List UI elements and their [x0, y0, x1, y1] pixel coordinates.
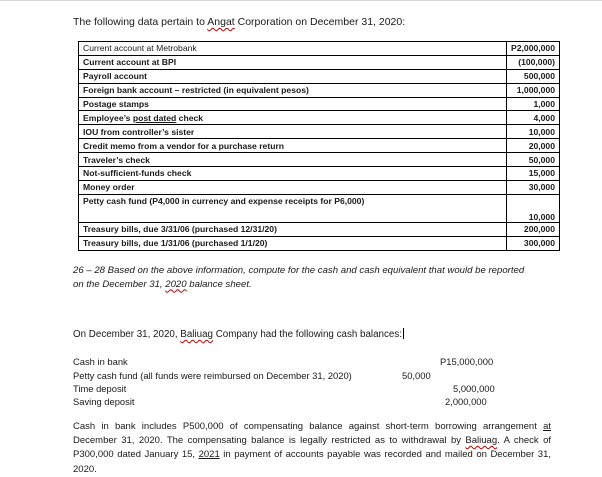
- intro-company: Angat: [207, 16, 235, 28]
- question-year: 2020: [165, 278, 187, 290]
- section-2-company: Baliuag: [180, 329, 213, 340]
- intro-suffix: Corporation on December 31, 2020:: [234, 16, 406, 28]
- time-deposit-amount: 5,000,000: [453, 383, 495, 394]
- table-row: [79, 125, 560, 139]
- row-label: Traveler’s check: [79, 153, 507, 167]
- row-label: Not-sufficient-funds check: [79, 167, 507, 181]
- row-amount: 30,000: [507, 180, 560, 194]
- row-label: Current account at Metrobank: [79, 42, 507, 56]
- paragraph-at: at: [543, 421, 551, 432]
- row-label-suffix: check: [176, 112, 204, 123]
- cash-in-bank-amount: P15,000,000: [440, 356, 494, 367]
- question-line-2-suffix: balance sheet.: [186, 278, 252, 290]
- question-line-1: 26 – 28 Based on the above information, compute for the cash and cash equivalent that would be reported: [73, 265, 525, 276]
- text-cursor: [403, 328, 404, 339]
- table-row: [79, 180, 560, 194]
- page-top-border: [0, 0, 602, 1]
- row-amount: 15,000: [507, 167, 560, 181]
- table-row: [79, 222, 560, 236]
- row-label-prefix: Employee’s: [83, 112, 133, 123]
- row-amount: 1,000: [507, 97, 560, 111]
- row-amount: 50,000: [507, 153, 560, 167]
- row-label: Money order: [79, 180, 507, 194]
- row-amount: 300,000: [507, 236, 560, 250]
- table-row: [79, 69, 560, 83]
- row-amount: (100,000): [507, 55, 560, 69]
- row-amount: 20,000: [507, 139, 560, 153]
- paragraph-part-4: in payment of accounts payable was recorded and mailed on December 31, 2020.: [73, 449, 552, 475]
- saving-deposit-amount: 2,000,000: [445, 396, 487, 407]
- row-amount: 10,000: [507, 125, 560, 139]
- row-label: Treasury bills, due 3/31/06 (purchased 12/31/20): [79, 222, 507, 236]
- row-label: Current account at BPI: [79, 55, 507, 69]
- row-label: Payroll account: [79, 69, 507, 83]
- row-amount: 1,000,000: [507, 83, 560, 97]
- paragraph-part-1: Cash in bank includes P500,000 of compensating balance against short-term borrowing arrangement: [73, 421, 544, 432]
- table-row: [79, 97, 560, 111]
- cash-items-table: [78, 41, 560, 251]
- row-label: Foreign bank account – restricted (in equivalent pesos): [79, 83, 507, 97]
- compensating-balance-paragraph: [73, 420, 551, 477]
- intro-text: [73, 16, 405, 28]
- paragraph-part-3: . A check of P300,000 dated January 15,: [73, 435, 551, 461]
- row-label: Credit memo from a vendor for a purchase return: [79, 139, 507, 153]
- petty-cash-amount: 50,000: [402, 370, 431, 381]
- table-row: [79, 167, 560, 181]
- table-row: [79, 83, 560, 97]
- row-amount: 10,000: [507, 194, 560, 222]
- question-text: [73, 264, 524, 291]
- paragraph-part-2: December 31, 2020. The compensating balance is legally restricted as to withdrawal by: [73, 435, 466, 447]
- section-2-prefix: On December 31, 2020,: [73, 329, 181, 340]
- table-row: [79, 194, 560, 222]
- row-amount: P2,000,000: [507, 42, 560, 56]
- paragraph-company: Baliuag: [465, 435, 498, 447]
- row-amount: 500,000: [507, 69, 560, 83]
- saving-deposit-label: Saving deposit: [73, 396, 135, 407]
- row-label: Treasury bills, due 1/31/06 (purchased 1/1/20): [79, 236, 507, 250]
- table-row: [79, 42, 560, 56]
- intro-prefix: The following data pertain to: [73, 16, 208, 28]
- section-2-heading: [73, 328, 404, 340]
- time-deposit-label: Time deposit: [73, 383, 127, 394]
- row-amount: 4,000: [507, 111, 560, 125]
- paragraph-year: 2021: [198, 449, 220, 461]
- row-amount: 200,000: [507, 222, 560, 236]
- question-line-2: [73, 278, 524, 292]
- table-row: [79, 153, 560, 167]
- cash-in-bank-label: Cash in bank: [73, 356, 128, 367]
- section-2-suffix: Company had the following cash balances:: [212, 329, 402, 340]
- question-line-2-prefix: on the December 31,: [73, 278, 166, 290]
- row-label: Postage stamps: [79, 97, 507, 111]
- table-row: [79, 236, 560, 250]
- row-label: IOU from controller’s sister: [79, 125, 507, 139]
- row-label: [79, 111, 507, 125]
- table-row: [79, 55, 560, 69]
- table-row: [79, 139, 560, 153]
- petty-cash-label: Petty cash fund (all funds were reimbursed on December 31, 2020): [73, 370, 352, 381]
- row-label: Petty cash fund (P4,000 in currency and expense receipts for P6,000): [79, 194, 507, 222]
- table-row: [79, 111, 560, 125]
- row-label-underlined: post dated: [132, 112, 177, 123]
